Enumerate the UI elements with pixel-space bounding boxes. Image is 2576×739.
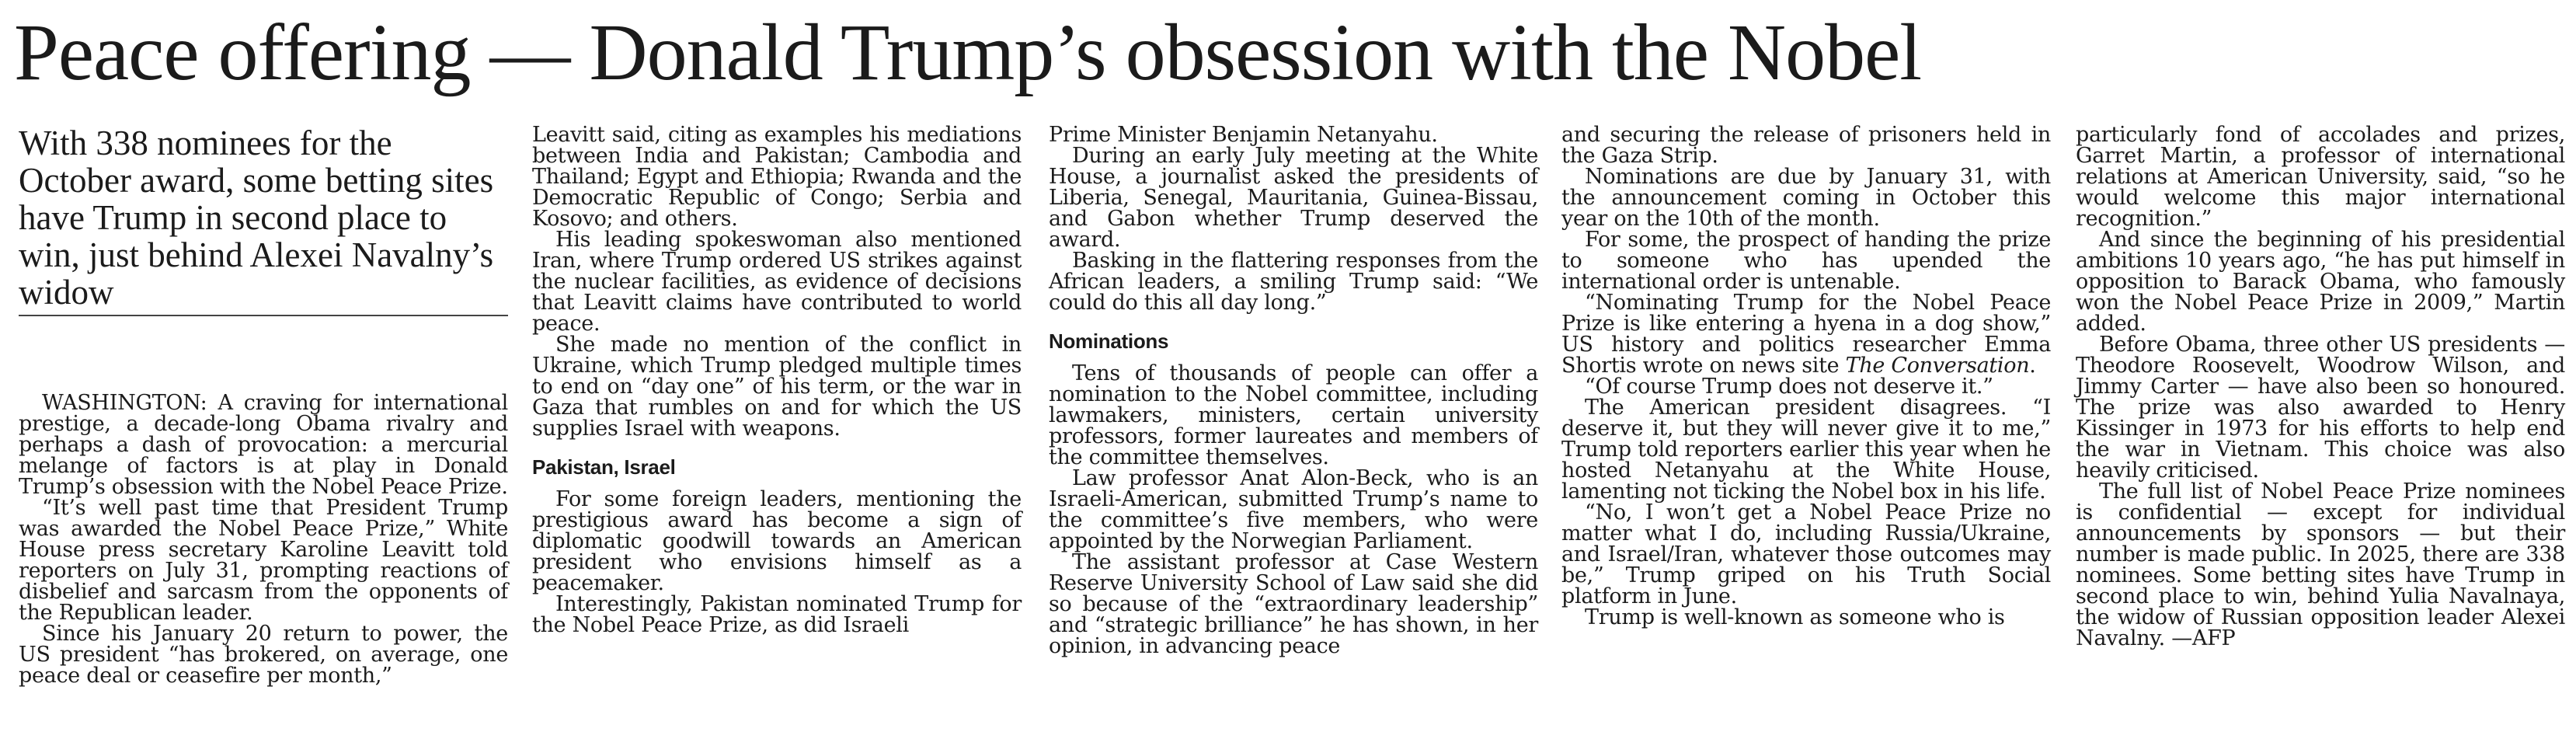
- paragraph: And since the beginning of his presidential ambitions 10 years ago, “he has put himself in opposition to Barack Obama, who famously won the Nobel Peace Prize in 2009,” Martin added.: [2076, 228, 2565, 336]
- paragraph: Nominations are due by January 31, with the announcement coming in October this year on the 10th of the month.: [1561, 165, 2051, 231]
- paragraph: “Of course Trump does not deserve it.”: [1585, 375, 1993, 399]
- paragraph: The full list of Nobel Peace Prize nominees is confidential — except for individual announcements by sponsors — but their number is made public. In 2025, there are 338 nominees. Some betting sites have Trump in second place to win, behind Yulia Navalnaya, the widow of Russian opposition leader Alexei Navalny. —AFP: [2076, 479, 2565, 650]
- headline: Peace offering — Donald Trump’s obsession with the Nobel: [14, 8, 1922, 97]
- paragraph: [19, 392, 508, 497]
- paragraph: For some foreign leaders, mentioning the prestigious award has become a sign of diplomatic goodwill towards an American president who envisions himself as a peacemaker.: [532, 487, 1022, 595]
- paragraph-text: .: [2029, 354, 2036, 378]
- paragraph: Before Obama, three other US presidents — Theodore Roosevelt, Woodrow Wilson, and Jimmy Carter — have also been so honoured. The prize was also awarded to Henry Kissinger in 1973 for his efforts to help end the war in Vietnam. This choice was also heavily criticised.: [2076, 333, 2565, 483]
- paragraph: The American president disagrees. “I deserve it, but they will never give it to me,” Trump told reporters earlier this year when he hosted Netanyahu at the White House, lamenting not ticking the Nobel box in his life.: [1561, 396, 2051, 504]
- dateline: WASHINGTON:: [42, 391, 207, 415]
- paragraph: The assistant professor at Case Western Reserve University School of Law said she did so because of the “extraordinary leadership” and “strategic brilliance” he has shown, in her opinion, in advancing peace: [1049, 550, 1538, 658]
- paragraph: Basking in the flattering responses from the African leaders, a smiling Trump said: “We could do this all day long.”: [1049, 249, 1538, 315]
- paragraph: [1561, 292, 2051, 376]
- article-column-3: [1049, 124, 1538, 657]
- paragraph-text: “Nominating Trump for the Nobel Peace Prize is like entering a hyena in a dog show,” US history and politics researcher Emma Shortis wrote on news site: [1561, 291, 2051, 378]
- publication-name: The Conversation: [1845, 354, 2030, 378]
- paragraph: Tens of thousands of people can offer a nomination to the Nobel committee, including lawmakers, ministers, certain university professors, former laureates and members of the committee themselves.: [1049, 361, 1538, 469]
- paragraph: Prime Minister Benjamin Netanyahu.: [1049, 123, 1438, 147]
- paragraph: “It’s well past time that President Trump was awarded the Nobel Peace Prize,” White House press secretary Karoline Leavitt told reporters on July 31, prompting reactions of disbelief and sarcasm from the opponents of the Republican leader.: [19, 496, 508, 625]
- paragraph: particularly fond of accolades and prizes, Garret Martin, a professor of international relations at American University, said, “so he would welcome this major international recognition.”: [2076, 123, 2565, 231]
- subheading-pakistan-israel: Pakistan, Israel: [532, 455, 676, 479]
- article-column-5: [2076, 124, 2565, 649]
- paragraph: During an early July meeting at the White House, a journalist asked the presidents of Liberia, Senegal, Mauritania, Guinea-Bissau, and Gabon whether Trump deserved the award.: [1049, 144, 1538, 252]
- paragraph: For some, the prospect of handing the prize to someone who has upended the international order is untenable.: [1561, 228, 2051, 294]
- subheading-nominations: Nominations: [1049, 329, 1169, 353]
- paragraph: and securing the release of prisoners held in the Gaza Strip.: [1561, 123, 2051, 168]
- deck-divider: [19, 315, 508, 316]
- deck-subheading: With 338 nominees for the October award, some betting sites have Trump in second place to win, just behind Alexei Navalny’s widow: [19, 124, 494, 312]
- paragraph: His leading spokeswoman also mentioned Iran, where Trump ordered US strikes against the nuclear facilities, as evidence of decisions that Leavitt claims have contributed to world peace.: [532, 228, 1022, 336]
- paragraph: Law professor Anat Alon-Beck, who is an Israeli-American, submitted Trump’s name to the committee’s five members, who were appointed by the Norwegian Parliament.: [1049, 466, 1538, 553]
- article-column-4: [1561, 124, 2051, 628]
- paragraph: Trump is well-known as someone who is: [1585, 605, 2005, 629]
- paragraph-text: A craving for international prestige, a decade-long Obama rivalry and perhaps a dash of provocation: a mercurial melange of factors is at play in Donald Trump’s obsession with the Nobel Peace Prize.: [19, 391, 508, 499]
- article-column-1: [19, 392, 508, 686]
- paragraph: She made no mention of the conflict in Ukraine, which Trump pledged multiple times to end on “day one” of his term, or the war in Gaza that rumbles on and for which the US supplies Israel with weapons.: [532, 333, 1022, 441]
- paragraph: Interestingly, Pakistan nominated Trump for the Nobel Peace Prize, as did Israeli: [532, 592, 1022, 637]
- paragraph: Leavitt said, citing as examples his mediations between India and Pakistan; Cambodia and Thailand; Egypt and Ethiopia; Rwanda and the Democratic Republic of Congo; Serbia and Kosovo; and others.: [532, 123, 1022, 231]
- paragraph: “No, I won’t get a Nobel Peace Prize no matter what I do, including Russia/Ukraine, and Israel/Iran, whatever those outcomes may be,” Trump griped on his Truth Social platform in June.: [1561, 500, 2051, 608]
- paragraph: Since his January 20 return to power, the US president “has brokered, on average, one peace deal or ceasefire per month,”: [19, 622, 508, 688]
- article-column-2: [532, 124, 1022, 636]
